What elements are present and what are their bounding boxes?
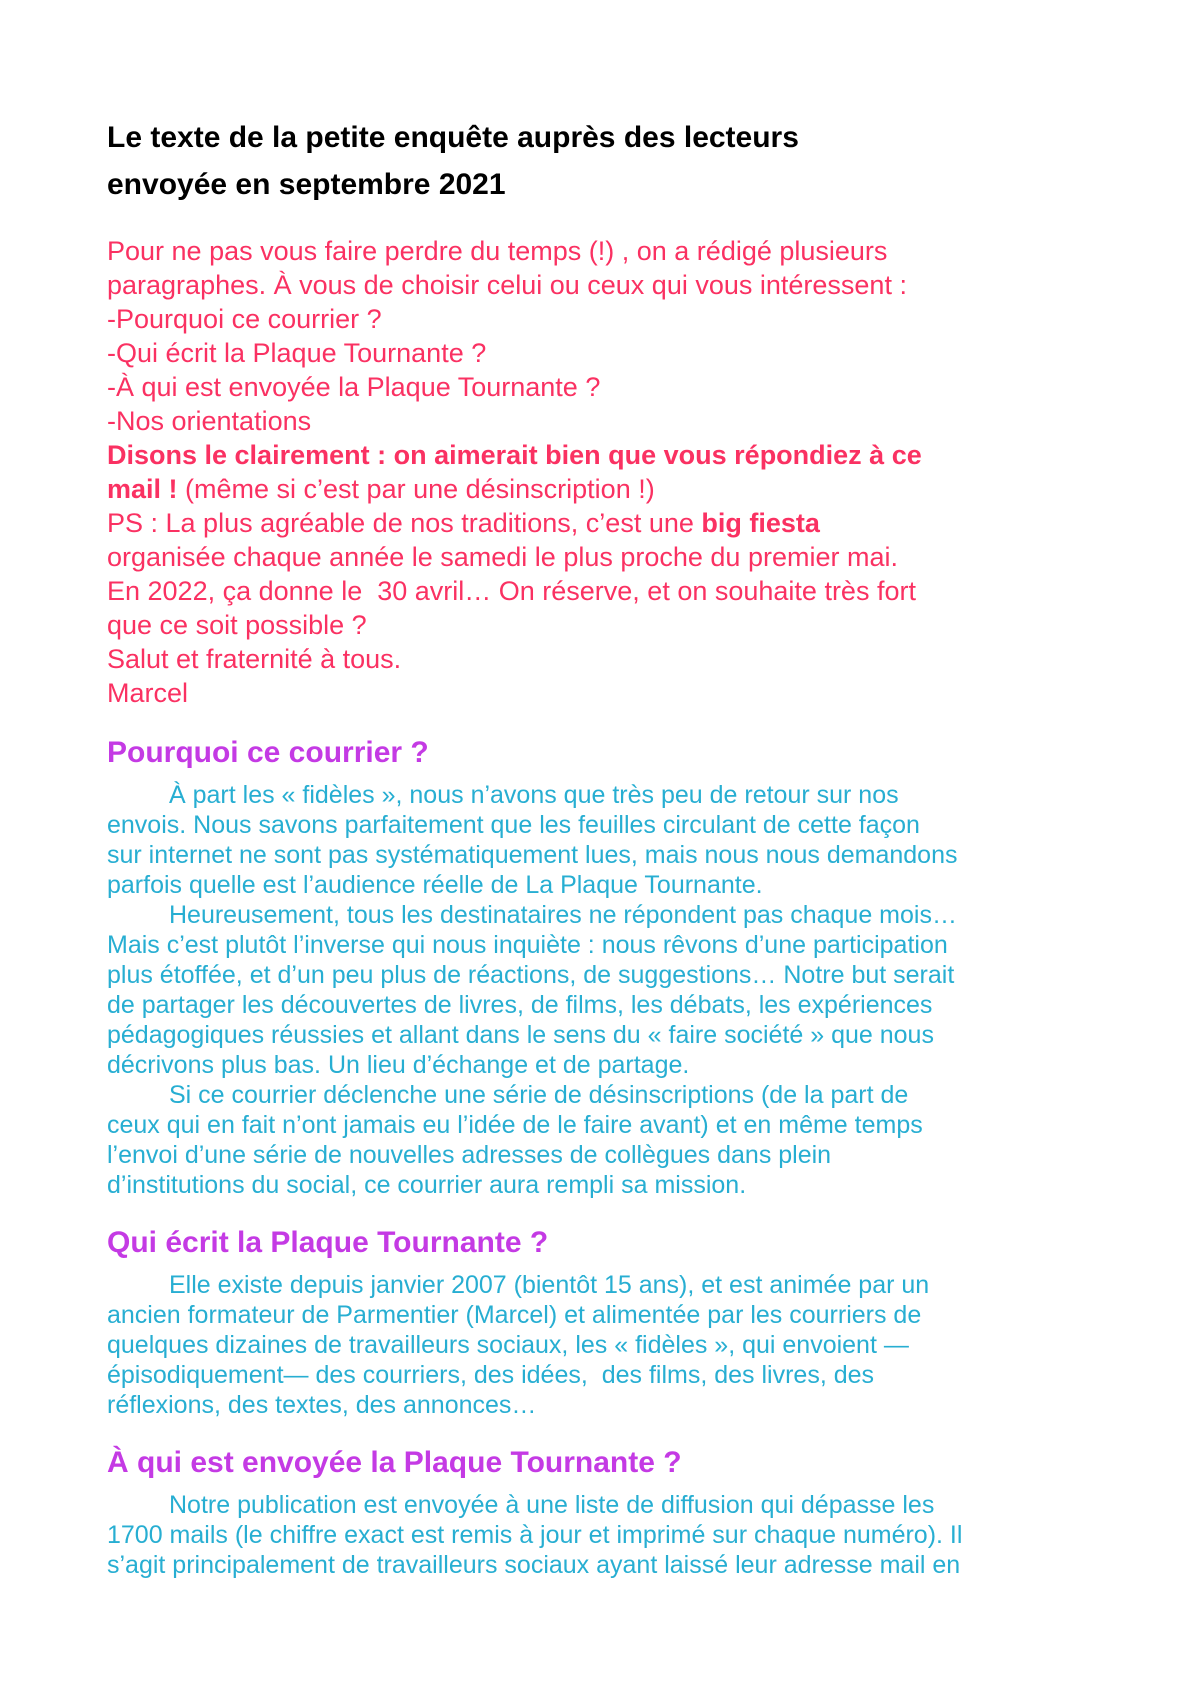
intro-line: -Nos orientations <box>107 406 312 436</box>
intro-regular-fragment: (même si c’est par une désinscription !) <box>177 474 655 504</box>
body-line: parfois quelle est l’audience réelle de La Plaque Tournante. <box>107 871 763 899</box>
intro-line: En 2022, ça donne le 30 avril… On réserve, et on souhaite très fort <box>107 576 916 606</box>
intro-signature: Marcel <box>107 678 189 708</box>
intro-bold-fragment: big fiesta <box>701 508 820 538</box>
page-title <box>107 114 1112 208</box>
intro-line: Salut et fraternité à tous. <box>107 644 402 674</box>
body-line: 1700 mails (le chiffre exact est remis à jour et imprimé sur chaque numéro). Il <box>107 1521 963 1549</box>
body-line: s’agit principalement de travailleurs sociaux ayant laissé leur adresse mail en <box>107 1551 961 1579</box>
section-heading: Pourquoi ce courrier ? <box>107 736 429 769</box>
body-line: Elle existe depuis janvier 2007 (bientôt 15 ans), et est animée par un <box>169 1271 930 1299</box>
body-line: ceux qui en fait n’ont jamais eu l’idée de le faire avant) et en même temps <box>107 1111 923 1139</box>
body-line: de partager les découvertes de livres, de films, les débats, les expériences <box>107 991 933 1019</box>
body-line: envois. Nous savons parfaitement que les feuilles circulant de cette façon <box>107 811 920 839</box>
body-line: Mais c’est plutôt l’inverse qui nous inquiète : nous rêvons d’une participation <box>107 931 948 959</box>
intro-line: -Pourquoi ce courrier ? <box>107 304 382 334</box>
body-paragraph <box>107 900 1112 1080</box>
body-line: l’envoi d’une série de nouvelles adresses de collègues dans plein <box>107 1141 832 1169</box>
body-line: décrivons plus bas. Un lieu d’échange et de partage. <box>107 1051 690 1079</box>
intro-bold-line: Disons le clairement : on aimerait bien que vous répondiez à ce <box>107 440 922 470</box>
body-line: sur internet ne sont pas systématiquement lues, mais nous nous demandons <box>107 841 958 869</box>
section-a-qui-est-envoyee <box>107 1444 1112 1580</box>
intro-regular-fragment: PS : La plus agréable de nos traditions, c’est une <box>107 508 702 538</box>
body-paragraph <box>107 780 1112 900</box>
intro-mixed-line <box>107 506 1112 540</box>
section-heading: Qui écrit la Plaque Tournante ? <box>107 1226 549 1259</box>
body-line: quelques dizaines de travailleurs sociaux, les « fidèles », qui envoient — <box>107 1331 909 1359</box>
body-line: Si ce courrier déclenche une série de désinscriptions (de la part de <box>169 1081 909 1109</box>
intro-line: que ce soit possible ? <box>107 610 367 640</box>
body-paragraph <box>107 1270 1112 1420</box>
body-paragraph <box>107 1490 1112 1580</box>
page-title-line: Le texte de la petite enquête auprès des lecteurs <box>107 121 799 154</box>
body-line: réflexions, des textes, des annonces… <box>107 1391 537 1419</box>
body-paragraph <box>107 1080 1112 1200</box>
body-line: À part les « fidèles », nous n’avons que très peu de retour sur nos <box>169 781 899 809</box>
intro-line: -À qui est envoyée la Plaque Tournante ? <box>107 372 601 402</box>
body-line: épisodiquement— des courriers, des idées, des films, des livres, des <box>107 1361 875 1389</box>
intro-bold-fragment: mail ! <box>107 474 178 504</box>
body-line: Heureusement, tous les destinataires ne répondent pas chaque mois… <box>169 901 957 929</box>
section-pourquoi-ce-courrier <box>107 734 1112 1200</box>
intro-line: -Qui écrit la Plaque Tournante ? <box>107 338 487 368</box>
page-title-line: envoyée en septembre 2021 <box>107 168 506 201</box>
intro-paragraph <box>107 234 1112 710</box>
section-qui-ecrit <box>107 1224 1112 1420</box>
section-heading: À qui est envoyée la Plaque Tournante ? <box>107 1446 682 1479</box>
intro-line: organisée chaque année le samedi le plus proche du premier mai. <box>107 542 898 572</box>
body-line: plus étoffée, et d’un peu plus de réactions, de suggestions… Notre but serait <box>107 961 955 989</box>
intro-line: paragraphes. À vous de choisir celui ou ceux qui vous intéressent : <box>107 270 907 300</box>
intro-line: Pour ne pas vous faire perdre du temps (!) , on a rédigé plusieurs <box>107 236 888 266</box>
body-line: Notre publication est envoyée à une liste de diffusion qui dépasse les <box>169 1491 935 1519</box>
intro-mixed-line <box>107 472 1112 506</box>
body-line: ancien formateur de Parmentier (Marcel) et alimentée par les courriers de <box>107 1301 922 1329</box>
body-line: d’institutions du social, ce courrier aura rempli sa mission. <box>107 1171 747 1199</box>
body-line: pédagogiques réussies et allant dans le sens du « faire société » que nous <box>107 1021 934 1049</box>
